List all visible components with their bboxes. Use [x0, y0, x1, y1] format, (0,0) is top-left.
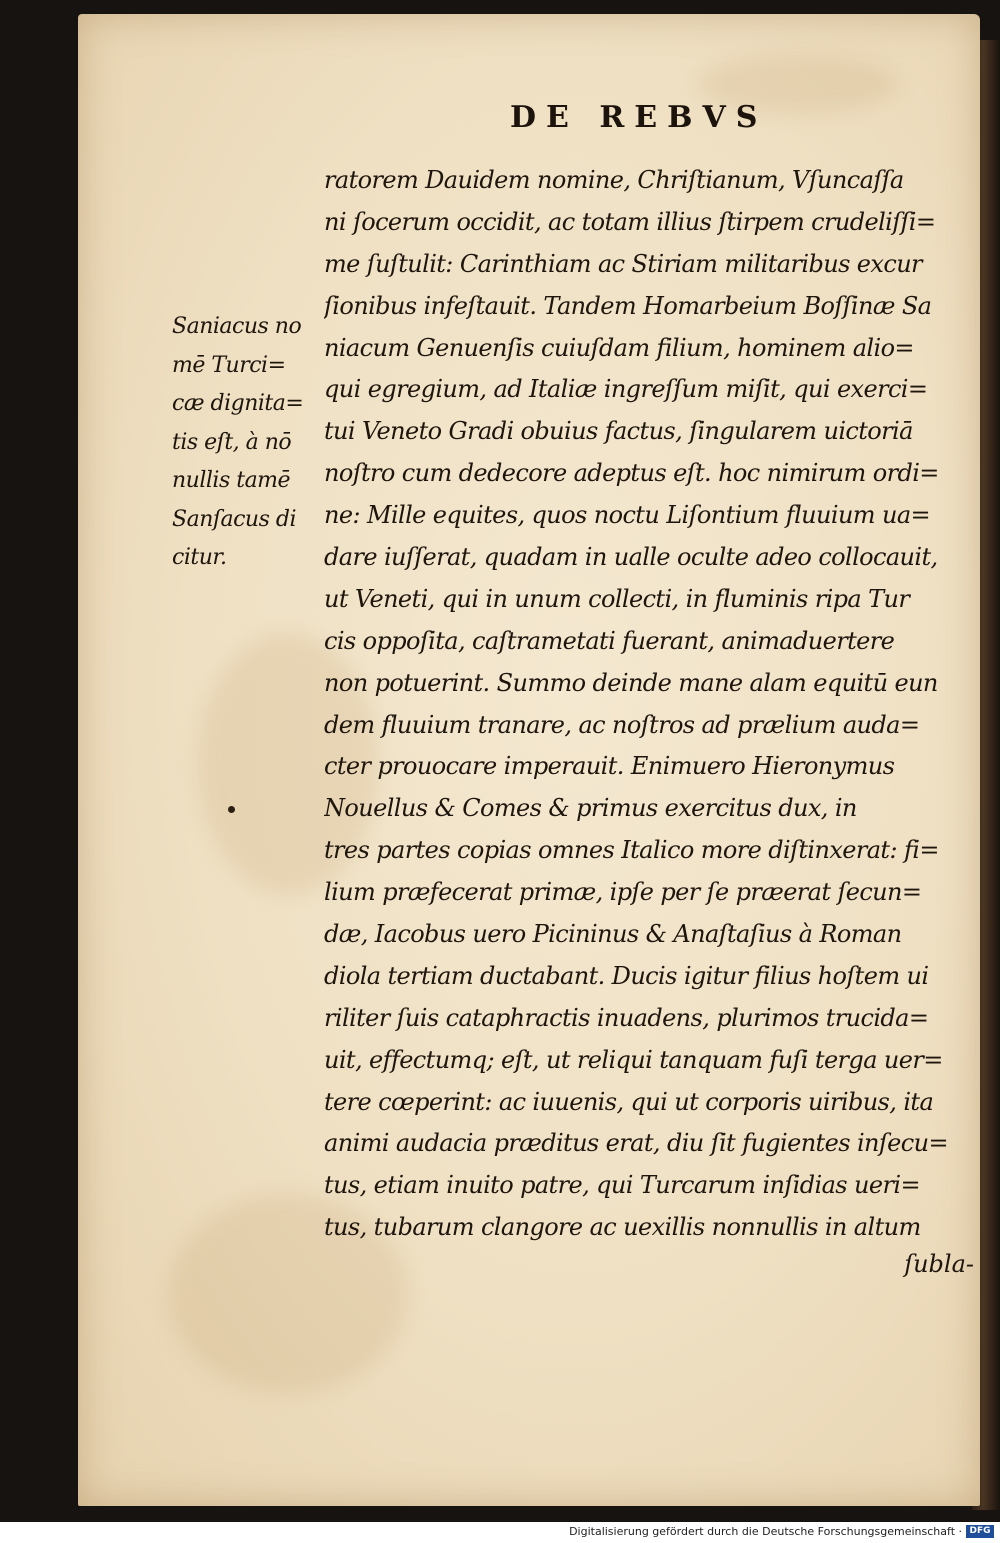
text-line: lium præfecerat primæ, ipſe per ſe præerat ſecun=	[324, 878, 922, 907]
text-line: niacum Genuenſis cuiuſdam filium, hominem alio=	[324, 333, 914, 362]
text-line: ut Veneti, qui in unum collecti, in fluminis ripa Tur	[324, 584, 910, 613]
text-line: Nouellus & Comes & primus exercitus dux, in	[324, 794, 857, 823]
text-line: cter prouocare imperauit. Enimuero Hieronymus	[324, 752, 895, 781]
catchword: ſubla-	[904, 1250, 974, 1278]
text-line: cis oppoſita, caſtrametati fuerant, animaduertere	[324, 626, 895, 655]
main-text-block	[324, 160, 964, 1249]
marginal-note-line: citur.	[172, 545, 227, 570]
text-line: tus, etiam inuito patre, qui Turcarum inſidias ueri=	[324, 1171, 920, 1200]
text-line: ni ſocerum occidit, ac totam illius ſtirpem crudeliſſi=	[324, 207, 936, 236]
text-line: qui egregium, ad Italiæ ingreſſum miſit, qui exerci=	[324, 375, 928, 404]
marginal-note-line: cæ dignita=	[172, 391, 304, 416]
text-line: non potuerint. Summo deinde mane alam equitū eun	[324, 668, 938, 697]
text-line: riliter ſuis cataphractis inuadens, plurimos trucida=	[324, 1003, 929, 1032]
running-head: DE REBVS	[510, 100, 768, 135]
marginal-note-line: Sanſacus di	[172, 506, 297, 532]
text-line: tui Veneto Gradi obuius factus, ſingularem uictoriā	[324, 417, 913, 446]
text-line: tus, tubarum clangore ac uexillis nonnullis in altum	[324, 1213, 921, 1242]
text-line: tres partes copias omnes Italico more diſtinxerat: fi=	[324, 836, 939, 865]
marginal-note-line: Saniacus no	[172, 314, 302, 339]
text-line: diola tertiam ductabant. Ducis igitur filius hoſtem ui	[324, 961, 929, 990]
text-line: dæ, Iacobus uero Picininus & Anaſtaſius à Roman	[324, 920, 902, 949]
funding-credit: Digitalisierung gefördert durch die Deutsche Forschungsgemeinschaft ·	[569, 1525, 962, 1538]
ornament-dot	[228, 806, 235, 813]
marginal-note	[172, 308, 322, 578]
text-line: ratorem Dauidem nomine, Chriſtianum, Vſuncaſſa	[324, 166, 904, 194]
marginal-note-line: tis eſt, à nō	[172, 429, 292, 455]
text-line: me ſuſtulit: Carinthiam ac Stiriam militaribus excur	[324, 249, 922, 278]
text-line: ſionibus infeſtauit. Tandem Homarbeium Boſſinæ Sa	[324, 291, 932, 320]
text-line: animi audacia præditus erat, diu ſit fugientes inſecu=	[324, 1129, 948, 1158]
text-line: dem fluuium tranare, ac noſtros ad prælium auda=	[324, 710, 920, 739]
dfg-logo: DFG	[966, 1525, 994, 1538]
text-line: uit, effectumq; eſt, ut reliqui tanquam fuſi terga uer=	[324, 1045, 943, 1074]
text-line: noſtro cum dedecore adeptus eſt. hoc nimirum ordi=	[324, 459, 939, 488]
text-line: tere cœperint: ac iuuenis, qui ut corporis uiribus, ita	[324, 1087, 934, 1116]
text-line: dare iuſſerat, quadam in ualle oculte adeo collocauit,	[324, 543, 938, 572]
marginal-note-line: mē Turci=	[172, 352, 286, 378]
text-line: ne: Mille equites, quos noctu Liſontium fluuium ua=	[324, 501, 931, 530]
marginal-note-line: nullis tamē	[172, 468, 291, 493]
